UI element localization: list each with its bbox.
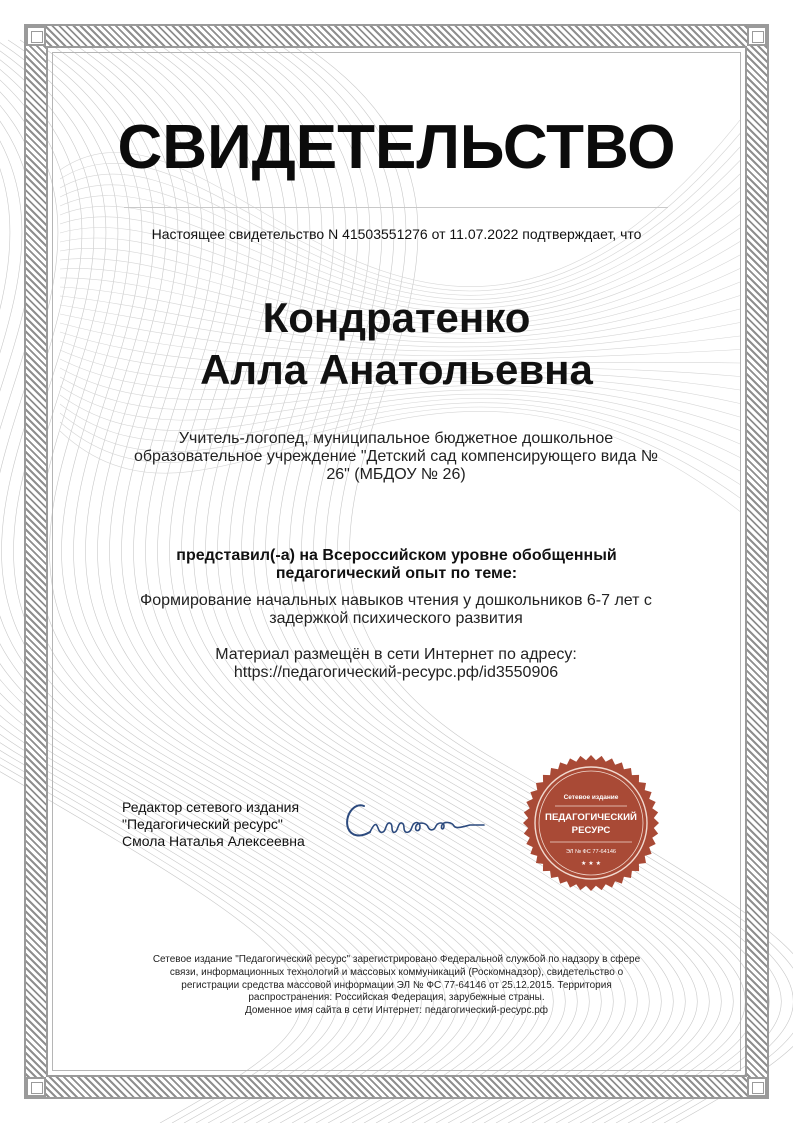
recipient-surname: Кондратенко (262, 294, 531, 341)
notice-line: Доменное имя сайта в сети Интернет: педагогический-ресурс.рф (244, 1005, 549, 1017)
seal-main-text: РЕСУРС (571, 825, 611, 836)
notice-line: Сетевое издание "Педагогический ресурс" зарегистрировано Федеральной службой по надзору в сфере (152, 954, 641, 965)
notice-line: связи, информационных технологий и массовых коммуникаций (Роскомнадзор), свидетельство о (169, 966, 624, 978)
registration-notice (120, 954, 673, 1018)
editor-block (122, 799, 342, 850)
seal-registration: ЭЛ № ФС 77-64146 (565, 849, 617, 855)
seal-top-text: Сетевое издание (563, 794, 619, 801)
presented-line: представил(-а) на Всероссийском уровне обобщенный (176, 547, 617, 564)
position-line: образовательное учреждение "Детский сад компенсирующего вида № (133, 448, 659, 465)
title-divider (124, 207, 668, 208)
seal-stars: ★ ★ ★ (581, 860, 601, 867)
border-corner-ornament (26, 1077, 46, 1097)
topic-line: задержкой психического развития (269, 610, 523, 627)
border-corner-ornament (747, 1077, 767, 1097)
certificate-title: СВИДЕТЕЛЬСТВО (117, 113, 676, 182)
recipient-given-names: Алла Анатольевна (200, 346, 593, 393)
presented-statement (150, 547, 643, 583)
seal-main-text: ПЕДАГОГИЧЕСКИЙ (545, 812, 637, 823)
material-url: https://педагогический-ресурс.рф/id3550906 (233, 664, 559, 681)
border-corner-ornament (26, 26, 46, 46)
topic-line: Формирование начальных навыков чтения у дошкольников 6-7 лет с (140, 592, 652, 609)
certificate-intro: Настоящее свидетельство N 41503551276 от 11.07.2022 подтверждает, что (151, 226, 642, 242)
experience-topic (126, 592, 666, 628)
position-line: 26" (МБДОУ № 26) (326, 466, 466, 483)
editor-role: Редактор сетевого издания (122, 799, 300, 815)
material-label: Материал размещён в сети Интернет по адресу: (215, 646, 577, 663)
editor-name: Смола Наталья Алексеевна (122, 833, 305, 849)
recipient-position (126, 430, 666, 484)
recipient-name (60, 292, 733, 396)
position-line: Учитель-логопед, муниципальное бюджетное дошкольное (178, 430, 614, 447)
material-location (126, 646, 666, 682)
notice-line: регистрации средства массовой информации ЭЛ № ФС 77-64146 от 25.12.2015. Территория (181, 979, 612, 991)
editor-publication: "Педагогический ресурс" (122, 816, 283, 832)
presented-line: педагогический опыт по теме: (275, 565, 518, 582)
seal-shape (523, 755, 659, 891)
publisher-seal (522, 754, 660, 892)
notice-line: распространения: Российская Федерация, зарубежные страны. (248, 992, 545, 1004)
border-corner-ornament (747, 26, 767, 46)
editor-signature (340, 794, 490, 854)
